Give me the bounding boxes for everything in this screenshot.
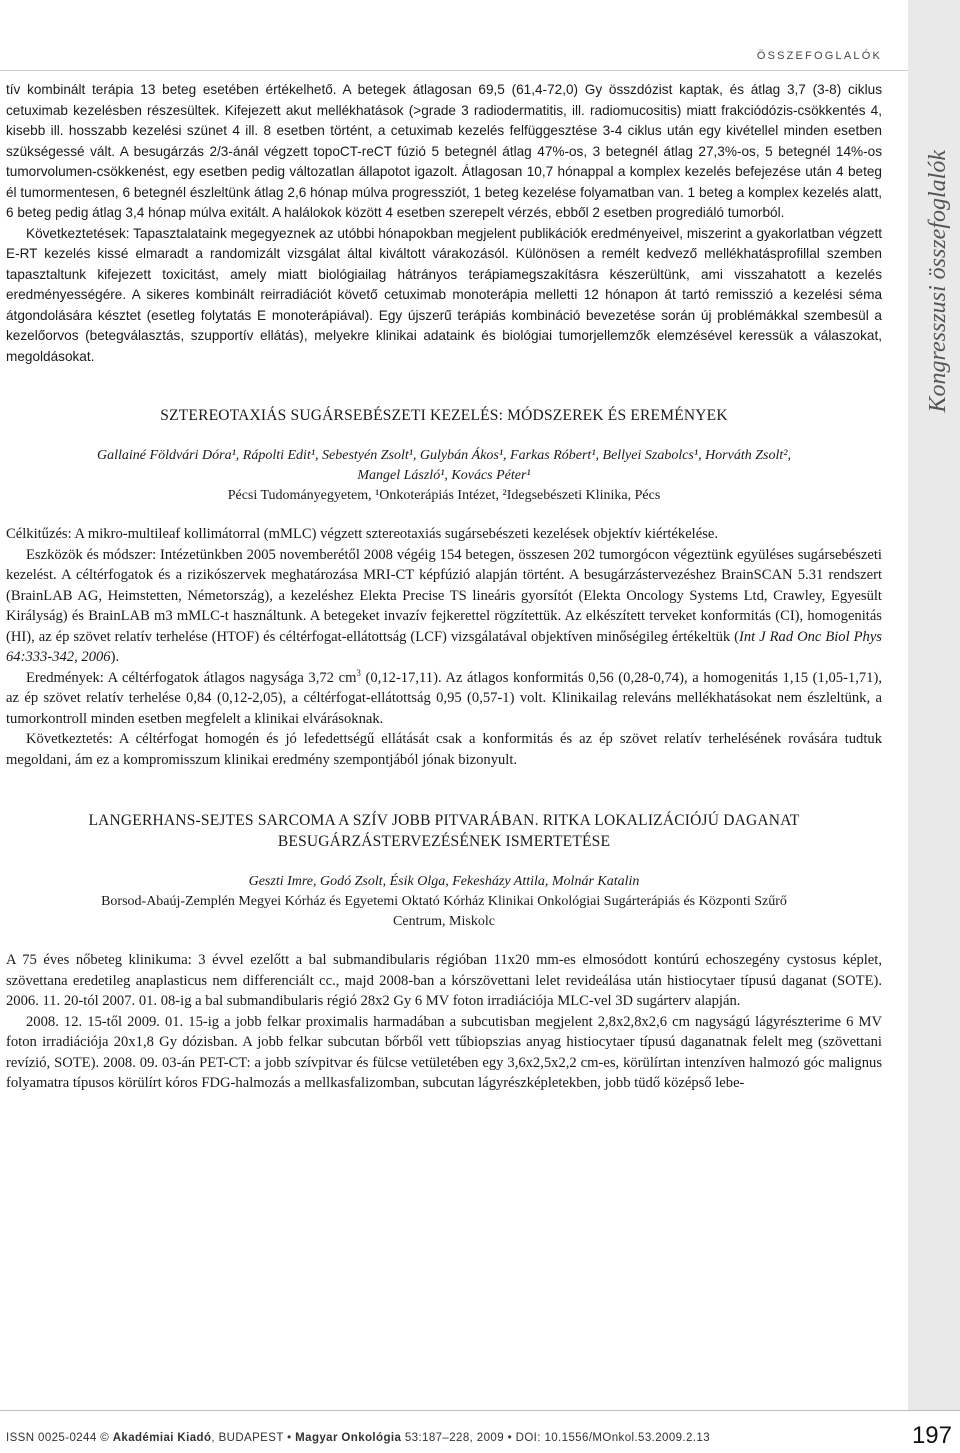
article-2-title bbox=[6, 810, 882, 852]
side-label: Kongresszusi összefoglalók bbox=[925, 150, 951, 413]
article-2-title-line-2: BESUGÁRZÁSTERVEZÉSÉNEK ISMERTETÉSE bbox=[277, 833, 611, 850]
article-2-affiliation-line-1: Borsod-Abaúj-Zemplén Megyei Kórház és Egyetemi Oktató Kórház Klinikai Onkológiai Sugárterápiás és Központi Szűrő bbox=[101, 894, 787, 909]
results-superscript: 3 bbox=[356, 667, 361, 678]
article-1-affiliation: Pécsi Tudományegyetem, ¹Onkoterápiás Intézet, ²Idegsebészeti Klinika, Pécs bbox=[227, 488, 661, 503]
methods-reference: Int J Rad Onc Biol Phys 64:333-342, 2006 bbox=[6, 628, 882, 665]
results-text-a: Eredmények: A céltérfogatok átlagos nagysága 3,72 cm bbox=[26, 669, 357, 686]
page-content bbox=[6, 80, 882, 1094]
prev-paragraph-1: tív kombinált terápia 13 beteg esetében értékelhető. A betegek átlagosan 69,5 (61,4-72,0) Gy összdózist kaptak, és átlag 3,7 (3-8) ciklus cetuximab kezelésben részesültek. Kifejezett akut mellékhatások (>grade 3 radiodermatitis, ill. radiomucositis) miatt frakciódózis-csökkentés 4, kisebb ill. hosszabb kezelési szünet 4 ill. 8 esetben történt, a cetuximab kezelés felfüggesztése 3-4 ciklus után egy kivétellel minden esetben szükségessé vált. A besugárzás 2/3-ánál végzett topoCT-reCT fúzió 5 betegnél átlag 47%-os, 3 betegnél átlag 27,3%-os, 5 betegnél 14%-os tumorvolumen-csökkenést, egy esetben pedig változatlan állapotot igazolt. Átlagosan 10,7 hónappal a komplex kezelés befejezése után 4 beteg él tumormentesen, 6 betegnél észleltünk átlag 2,6 hónap múlva progressziót, 1 beteg kezelése folyamatban van. 1 beteg a komplex kezelés alatt, 6 beteg pedig átlag 3,4 hónap múlva exitált. A halálokok között 4 esetben szerepelt vérzés, ebből 2 esetben progrediáló tumorból. bbox=[6, 82, 882, 220]
prev-paragraph-2: Következtetések: Tapasztalataink megegyeznek az utóbbi hónapokban megjelent publikációk eredményeivel, miszerint a gyakorlatban végzett E-RT kezelés kissé elmaradt a randomizált vizsgálat által kiváltott várakozásól. Különösen a remélt kedvező mellékhatásprofillal szemben tapasztaltunk kifejezett toxicitást, amely miatt biológiailag hátrányos terápiamegszakításra készerültünk, ami visszahatott a kezelés eredményességére. A sikeres kombinált reirradiációt követő cetuximab monoterápia melletti 12 hónapon át tartó remisszió a kezelési séma átgondolására késztet (esetleg folytatás E monoterápiával). Egy újszerű terápiás kombináció bevezetése során új problémákkal szembesül a kezelőorvos (betegválasztás, szupportív ellátás), melyekre klinikai adataink és biológiai tumorjellemzők elemzésével keressük a válaszokat, megoldásokat. bbox=[6, 225, 882, 364]
page-number: 197 bbox=[911, 1422, 952, 1449]
footer-publisher: Akadémiai Kiadó bbox=[112, 1432, 212, 1444]
side-band bbox=[908, 0, 960, 1410]
running-header: ÖSSZEFOGLALÓK bbox=[756, 50, 882, 62]
footer-ref: 53:187–228, 2009 bbox=[401, 1432, 504, 1444]
article-1-paragraph-conclusion: Következtetés: A céltérfogat homogén és jó lefedettségű ellátását csak a konformitás és az ép szövet relatív terhelésének rovására tudtuk megoldani, ám ez a kompromisszum klinikai eredmény szempontjából jónak bizonyult. bbox=[6, 731, 882, 768]
footer-rule bbox=[0, 1410, 960, 1411]
footer-doi: DOI: 10.1556/MOnkol.53.2009.2.13 bbox=[515, 1432, 710, 1444]
article-1-paragraph-results bbox=[6, 668, 882, 730]
article-2 bbox=[6, 810, 882, 1094]
footer-separator-1: • bbox=[283, 1432, 296, 1444]
article-1-paragraph-aim: Célkitűzés: A mikro-multileaf kollimátorral (mMLC) végzett sztereotaxiás sugársebészeti kezelések objektív kiértékelése. bbox=[6, 526, 719, 542]
header-rule bbox=[0, 70, 960, 71]
footer-issn: ISSN 0025-0244 © bbox=[6, 1432, 113, 1444]
article-1-title: SZTEREOTAXIÁS SUGÁRSEBÉSZETI KEZELÉS: MÓDSZEREK ÉS EREMÉNYEK bbox=[160, 407, 728, 424]
article-1-authors-line-2: Mangel László¹, Kovács Péter¹ bbox=[357, 468, 531, 483]
results-text-b: (0,12-17,11). Az átlagos konformitás 0,56 (0,28-0,74), a homogenitás 1,15 (1,05-1,71), az ép szövet relatív terhelése 0,84 (0,12-2,05), a céltérfogat-ellátottság 0,95 (0,57-1) volt. Klinikailag releváns mellékhatásokat nem észleltünk, a tumorkontroll minden esetben megfelelt a klinikai elvárásoknak. bbox=[6, 669, 882, 727]
methods-text-a: Eszközök és módszer: Intézetünkben 2005 novemberétől 2008 végéig 154 betegen, összesen 202 tumorgócon végeztünk együléses sugársebészeti kezelést. A céltérfogatok és a rizikószervek meghatározása MRI-CT képfúzió alapján történt. A besugárzástervezéshez BrainSCAN 5.31 rendszert (BrainLAB AG, Heimstetten, Németország), a kezeléshez Elekta Precise TS lineáris gyorsítót (Elekta Oncology Systems Ltd, Crawley, Egyesült Királyság) és BrainLAB m3 mMLC-t használtunk. A betegeket invazív fejkerettel rögzítettük. Az elkészített terveket konformitás (CI), homogenitás (HI), az ép szövet relatív terhelése (HTOF) és céltérfogat-ellátottság (LCF) vizsgálatával objektíven minőségileg értékeltük ( bbox=[6, 546, 882, 645]
article-1-authors bbox=[6, 446, 882, 486]
article-2-paragraph-1: A 75 éves nőbeteg klinikuma: 3 évvel ezelőtt a bal submandibularis régióban 11x20 mm-es elmosódott kontúrú echoszegény cystosus képlet, szövettana eredetileg anaplasticus nem differenciált cc., majd 2008-ban a kórszövettani lelet revideálása után histiocytaer típusú daganat (SOTE). 2006. 11. 20-tól 2007. 01. 08-ig a bal submandibularis régió 28x2 Gy 6 MV foton irradiációja MLC-vel 3D sugárterv alapján. bbox=[6, 952, 882, 1009]
article-1-authors-line-1: Gallainé Földvári Dóra¹, Rápolti Edit¹, Sebestyén Zsolt¹, Gulybán Ákos¹, Farkas Róbert¹, Bellyei Szabolcs¹, Horváth Zsolt², bbox=[97, 448, 791, 463]
footer bbox=[6, 1432, 710, 1444]
footer-city: , BUDAPEST bbox=[211, 1432, 284, 1444]
previous-article-continuation bbox=[6, 80, 882, 367]
article-2-affiliation-line-2: Centrum, Miskolc bbox=[393, 914, 495, 929]
article-2-paragraph-2: 2008. 12. 15-től 2009. 01. 15-ig a jobb felkar proximalis harmadában a subcutisban megjelent 2,8x2,8x2,6 cm nagyságú lágyrészterime 6 MV foton irradiációja 20x1,8 Gy dózisban. A jobb felkar subcutan bőrből vett tűbiopszias anyag histiocytaer típusú daganatnak felelt meg (szövettani revízió, SOTE). 2008. 09. 03-án PET-CT: a jobb szívpitvar és fülcse vetületében egy 3,6x2,5x2,2 cm-es, körülírtan intenzíven halmozó góc malignus folyamatra típusos körülírt kóros FDG-halmozás a mellkasfalizomban, subcutan lágyrészképletekben, jobb tüdő középső lebe- bbox=[6, 1013, 882, 1091]
article-2-affiliation bbox=[6, 892, 882, 932]
article-2-title-line-1: LANGERHANS-SEJTES SARCOMA A SZÍV JOBB PITVARÁBAN. RITKA LOKALIZÁCIÓJÚ DAGANAT bbox=[88, 812, 800, 829]
footer-journal: Magyar Onkológia bbox=[295, 1432, 402, 1444]
article-2-authors: Geszti Imre, Godó Zsolt, Ésik Olga, Fekesházy Attila, Molnár Katalin bbox=[248, 874, 640, 889]
article-1-paragraph-methods bbox=[6, 545, 882, 668]
footer-separator-2: • bbox=[504, 1432, 516, 1444]
methods-text-b: ). bbox=[110, 649, 120, 665]
article-1 bbox=[6, 405, 882, 770]
